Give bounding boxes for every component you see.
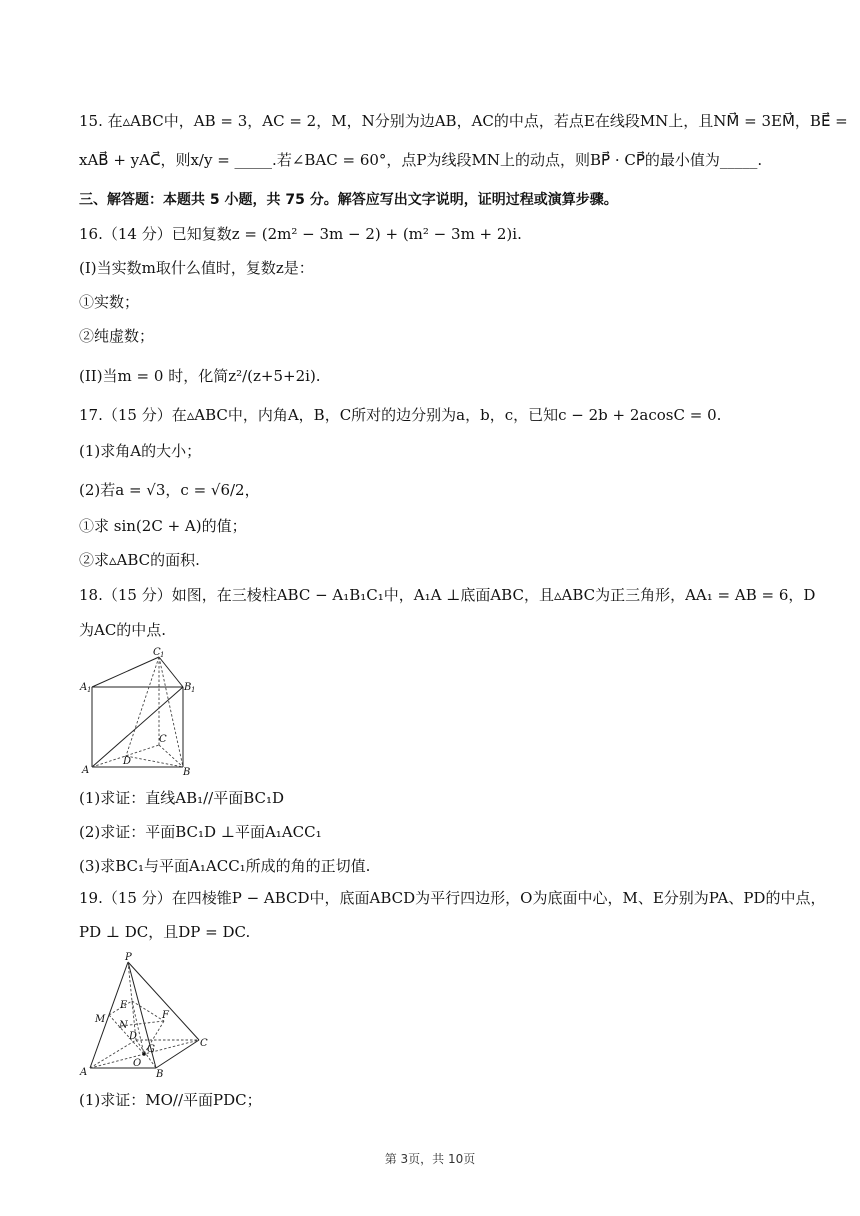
label-c: C bbox=[200, 1038, 208, 1049]
q16-line-3: ①实数； bbox=[79, 293, 140, 311]
label-b1-sub: 1 bbox=[191, 686, 196, 694]
q16-line-5: (II)当m = 0 时，化简z²/(z+5+2i). bbox=[79, 367, 321, 385]
label-n: N bbox=[119, 1020, 128, 1031]
section-heading: 三、解答题：本题共 5 小题，共 75 分。解答应写出文字说明，证明过程或演算步骤。 bbox=[79, 192, 618, 208]
label-b1: B bbox=[184, 682, 192, 693]
label-d: D bbox=[129, 1031, 138, 1042]
label-a: A bbox=[80, 1067, 88, 1078]
prism-figure bbox=[76, 645, 201, 777]
pyramid-figure bbox=[76, 950, 216, 1080]
q17-line-3: (2)若a = √3，c = √6/2， bbox=[79, 481, 260, 499]
q19-line-2: PD ⊥ DC，且DP = DC. bbox=[79, 923, 251, 941]
label-a1-sub: 1 bbox=[87, 686, 92, 694]
q16-line-4: ②纯虚数； bbox=[79, 327, 155, 345]
q15-line-2: xAB⃗ + yAC⃗，则x/y = _____.若∠BAC = 60°，点P为线段MN上的动点，则BP⃗ · CP⃗的最小值为_____. bbox=[79, 151, 763, 169]
label-m: M bbox=[95, 1014, 106, 1025]
q18-line-4: (2)求证：平面BC₁D ⊥平面A₁ACC₁ bbox=[79, 823, 322, 841]
q18-line-5: (3)求BC₁与平面A₁ACC₁所成的角的正切值. bbox=[79, 857, 371, 875]
q18-line-2: 为AC的中点. bbox=[79, 621, 167, 639]
label-b: B bbox=[183, 767, 191, 777]
label-p: P bbox=[125, 952, 132, 963]
label-f: F bbox=[162, 1010, 169, 1021]
q18-line-3: (1)求证：直线AB₁//平面BC₁D bbox=[79, 789, 285, 807]
point-o bbox=[142, 1052, 146, 1056]
q17-line-2: (1)求角A的大小； bbox=[79, 442, 202, 460]
label-d: D bbox=[123, 756, 132, 767]
label-g: G bbox=[147, 1044, 155, 1055]
q19-line-3: (1)求证：MO//平面PDC； bbox=[79, 1091, 262, 1109]
q17-line-1: 17.（15 分）在▵ABC中，内角A，B，C所对的边分别为a，b，c，已知c − 2b + 2acosC = 0. bbox=[79, 406, 722, 424]
page-footer: 第 3页，共 10页 bbox=[384, 1152, 476, 1166]
q16-line-2: (I)当实数m取什么值时，复数z是： bbox=[79, 259, 314, 277]
label-c1-sub: 1 bbox=[160, 651, 165, 659]
q18-line-1: 18.（15 分）如图，在三棱柱ABC − A₁B₁C₁中，A₁A ⊥底面ABC，且▵ABC为正三角形，AA₁ = AB = 6，D bbox=[79, 586, 816, 604]
q17-line-4: ①求 sin(2C + A)的值； bbox=[79, 517, 247, 535]
label-b: B bbox=[156, 1069, 164, 1080]
label-o: O bbox=[133, 1058, 142, 1069]
label-c: C bbox=[159, 734, 167, 745]
label-a1: A bbox=[80, 682, 88, 693]
q19-line-1: 19.（15 分）在四棱锥P − ABCD中，底面ABCD为平行四边形，O为底面中心，M、E分别为PA、PD的中点， bbox=[79, 889, 826, 907]
label-a: A bbox=[82, 765, 90, 776]
label-e: E bbox=[120, 1000, 128, 1011]
q15-line-1: 15. 在▵ABC中，AB = 3，AC = 2，M，N分别为边AB，AC的中点，若点E在线段MN上，且NM⃗ = 3EM⃗，BE⃗ = bbox=[79, 112, 848, 130]
label-c1: C bbox=[153, 647, 161, 658]
q17-line-5: ②求▵ABC的面积. bbox=[79, 551, 200, 569]
q16-line-1: 16.（14 分）已知复数z = (2m² − 3m − 2) + (m² − 3m + 2)i. bbox=[79, 225, 522, 243]
